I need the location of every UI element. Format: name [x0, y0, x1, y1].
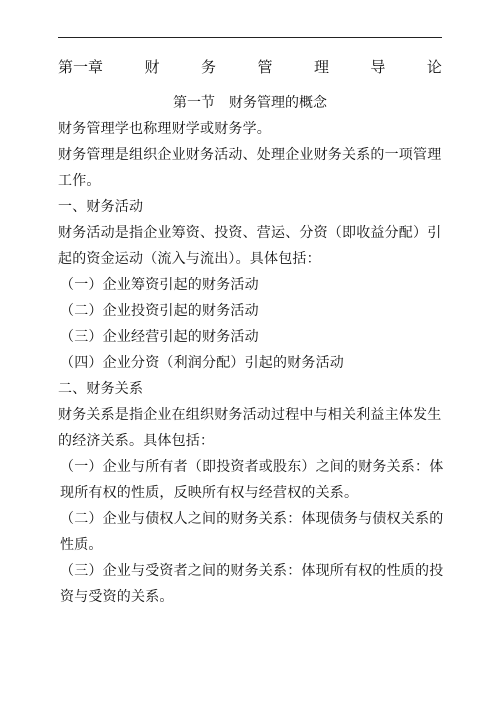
list-item: （三）企业与受资者之间的财务关系：体现所有权的性质的投资与受资的关系。	[60, 563, 444, 605]
list-item: （一）企业与所有者（即投资者或股东）之间的财务关系：体现所有权的性质，反映所有权与经营权的关系。	[60, 459, 444, 501]
chapter-title-char: 导	[370, 58, 386, 76]
paragraph: 财务管理学也称理财学或财务学。	[58, 121, 271, 137]
header-rule	[58, 37, 442, 38]
paragraph: 财务管理是组织企业财务活动、处理企业财务关系的一项管理工作。	[58, 147, 442, 189]
chapter-title-char: 财	[144, 58, 160, 76]
chapter-title-char: 务	[200, 58, 216, 76]
document-body	[58, 116, 450, 610]
list-item: （四）企业分资（利润分配）引起的财务活动	[60, 355, 344, 371]
list-item: （三）企业经营引起的财务活动	[60, 329, 259, 345]
list-item: （二）企业与债权人之间的财务关系：体现债务与债权关系的性质。	[60, 511, 444, 553]
paragraph: 财务活动是指企业筹资、投资、营运、分资（即收益分配）引起的资金运动（流入与流出）。具体包括：	[58, 225, 442, 267]
chapter-title-char: 理	[313, 58, 329, 76]
section-title: 第一节 财务管理的概念	[173, 95, 327, 111]
chapter-title-char: 论	[426, 58, 442, 76]
list-item: （二）企业投资引起的财务活动	[60, 303, 259, 319]
heading-financial-relations: 二、财务关系	[58, 381, 144, 397]
list-item: （一）企业筹资引起的财务活动	[60, 277, 259, 293]
paragraph: 财务关系是指企业在组织财务活动过程中与相关利益主体发生的经济关系。具体包括：	[58, 407, 442, 449]
chapter-title-char: 管	[257, 58, 273, 76]
chapter-title	[58, 55, 442, 79]
chapter-label: 第一章	[58, 58, 104, 76]
heading-financial-activities: 一、财务活动	[58, 199, 144, 215]
